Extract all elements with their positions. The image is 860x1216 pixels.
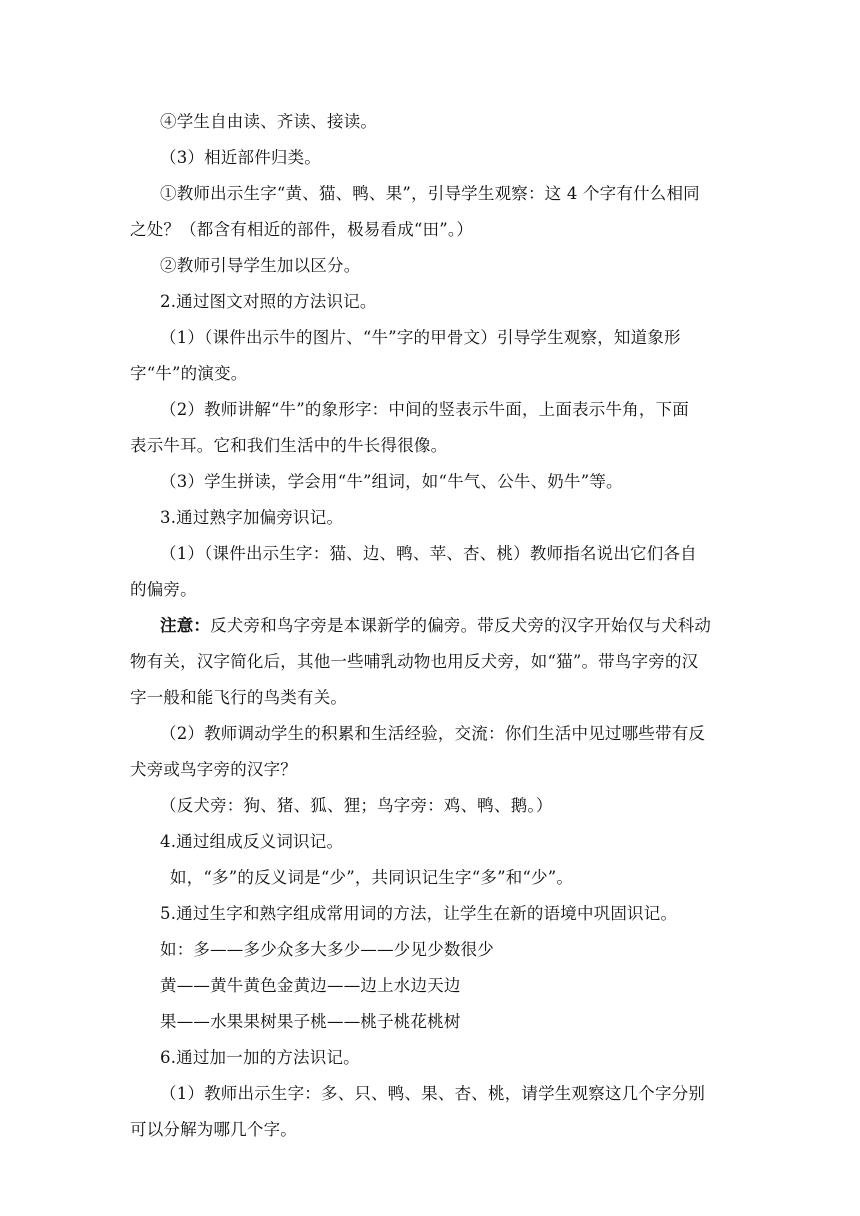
paragraph-line: 黄——黄牛黄色金黄边——边上水边天边 <box>160 976 461 995</box>
section-heading: 4.通过组成反义词识记。 <box>160 832 344 851</box>
paragraph-line: （2）教师讲解“牛”的象形字：中间的竖表示牛面，上面表示牛角，下面 <box>160 400 689 419</box>
note-label: 注意： <box>160 616 211 635</box>
paragraph-line: ②教师引导学生加以区分。 <box>160 256 361 275</box>
paragraph-line: 的偏旁。 <box>130 580 197 599</box>
paragraph-line: 字“牛”的演变。 <box>130 364 248 383</box>
note-paragraph <box>160 616 711 636</box>
paragraph-line: 犬旁或鸟字旁的汉字？ <box>130 760 297 779</box>
paragraph-line: 物有关，汉字简化后，其他一些哺乳动物也用反犬旁，如“猫”。带鸟字旁的汉 <box>130 652 699 671</box>
paragraph-line: （1）教师出示生字：多、只、鸭、果、杏、桃，请学生观察这几个字分别 <box>160 1084 706 1103</box>
paragraph-line: （1）（课件出示牛的图片、“牛”字的甲骨文）引导学生观察，知道象形 <box>160 328 681 347</box>
section-heading: 3.通过熟字加偏旁识记。 <box>160 508 344 527</box>
section-heading: 2.通过图文对照的方法识记。 <box>160 292 377 311</box>
paragraph-line: ①教师出示生字“黄、猫、鸭、果”，引导学生观察：这 4 个字有什么相同 <box>160 184 700 203</box>
paragraph-line: （3）学生拼读，学会用“牛”组词，如“牛气、公牛、奶牛”等。 <box>160 472 623 491</box>
paragraph-line: （反犬旁：狗、猪、狐、狸；鸟字旁：鸡、鸭、鹅。） <box>160 796 553 815</box>
paragraph-line: （2）教师调动学生的积累和生活经验，交流：你们生活中见过哪些带有反 <box>160 724 706 743</box>
paragraph-line: （3）相近部件归类。 <box>160 148 321 167</box>
paragraph-line: 表示牛耳。它和我们生活中的牛长得很像。 <box>130 436 448 455</box>
paragraph-line: 如：多——多少众多大多少——少见少数很少 <box>160 940 494 959</box>
section-heading: 5.通过生字和熟字组成常用词的方法，让学生在新的语境中巩固识记。 <box>160 904 678 923</box>
section-heading: 6.通过加一加的方法识记。 <box>160 1048 360 1067</box>
paragraph-line: 果——水果果树果子桃——桃子桃花桃树 <box>160 1012 461 1031</box>
note-text: 反犬旁和鸟字旁是本课新学的偏旁。带反犬旁的汉字开始仅与犬科动 <box>210 616 712 635</box>
paragraph-line: 之处？（都含有相近的部件，极易看成“田”。） <box>130 220 474 239</box>
paragraph-line: 可以分解为哪几个字。 <box>130 1120 297 1139</box>
paragraph-line: （1）（课件出示生字：猫、边、鸭、苹、杏、桃）教师指名说出它们各自 <box>160 544 697 563</box>
paragraph-line: ④学生自由读、齐读、接读。 <box>160 112 378 131</box>
paragraph-line: 如，“多”的反义词是“少”，共同识记生字“多”和“少”。 <box>170 868 574 887</box>
paragraph-line: 字一般和能飞行的鸟类有关。 <box>130 688 348 707</box>
